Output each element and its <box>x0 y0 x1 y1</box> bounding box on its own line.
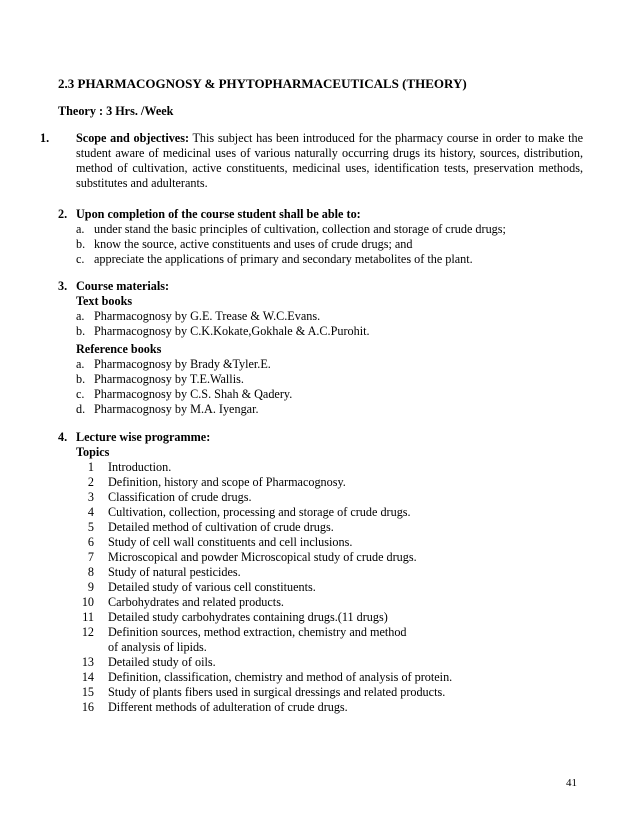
topic-text: Carbohydrates and related products. <box>108 595 284 609</box>
section-heading-row <box>58 207 583 222</box>
section-heading: Scope and objectives: <box>76 131 190 145</box>
section-number: 1. <box>40 131 50 145</box>
topic-row <box>76 610 583 625</box>
list-marker: b. <box>76 372 86 386</box>
list-item-text: under stand the basic principles of cultivation, collection and storage of crude drugs; <box>94 222 506 236</box>
list-marker: b. <box>76 237 86 251</box>
topic-number: 7 <box>87 550 94 564</box>
topic-row <box>76 505 583 520</box>
topic-text: Introduction. <box>108 460 172 474</box>
reference-book-item <box>58 387 583 402</box>
page-number: 41 <box>566 777 577 789</box>
page-title: 2.3 PHARMACOGNOSY & PHYTOPHARMACEUTICALS (THEORY) <box>58 76 467 91</box>
list-item-text: Pharmacognosy by M.A. Iyengar. <box>94 402 259 416</box>
section-outcomes <box>58 207 583 267</box>
topic-text: Microscopical and powder Microscopical study of crude drugs. <box>108 550 417 564</box>
topic-number: 1 <box>87 460 94 474</box>
topic-number: 13 <box>81 655 94 669</box>
list-item-text: Pharmacognosy by C.K.Kokate,Gokhale & A.C.Purohit. <box>94 324 370 338</box>
list-item-text: Pharmacognosy by Brady &Tyler.E. <box>94 357 271 371</box>
topic-number: 2 <box>87 475 94 489</box>
theory-hours: Theory : 3 Hrs. /Week <box>58 104 174 118</box>
topic-text: Classification of crude drugs. <box>108 490 252 504</box>
topic-text: Study of cell wall constituents and cell inclusions. <box>108 535 353 549</box>
outcome-item <box>58 252 583 267</box>
topics-heading: Topics <box>76 445 110 459</box>
section-scope <box>40 131 583 191</box>
section-number: 4. <box>58 430 68 444</box>
reference-books-list <box>58 357 583 417</box>
topic-row <box>76 535 583 550</box>
list-marker: c. <box>76 387 85 401</box>
section-heading: Course materials: <box>76 279 170 293</box>
scope-paragraph <box>40 131 583 191</box>
outcome-item <box>58 222 583 237</box>
topic-number: 8 <box>87 565 94 579</box>
topic-number: 16 <box>81 700 94 714</box>
reference-books-heading: Reference books <box>76 342 162 356</box>
topic-row <box>76 670 583 685</box>
topic-number: 12 <box>81 625 94 639</box>
section-heading: Upon completion of the course student shall be able to: <box>76 207 361 221</box>
list-item-text: know the source, active constituents and uses of crude drugs; and <box>94 237 413 251</box>
section-heading-row <box>58 430 583 445</box>
section-course-materials <box>58 279 583 417</box>
list-marker: a. <box>76 309 85 323</box>
topic-text: Detailed method of cultivation of crude drugs. <box>108 520 334 534</box>
topic-row <box>76 595 583 610</box>
section-heading-row <box>58 279 583 294</box>
topic-number: 3 <box>87 490 94 504</box>
topic-number: 14 <box>81 670 94 684</box>
topic-row <box>76 520 583 535</box>
reference-book-item <box>58 402 583 417</box>
topic-text: Study of natural pesticides. <box>108 565 241 579</box>
textbooks-list <box>58 309 583 339</box>
scope-text: This subject has been introduced for the pharmacy course in order to make the student aware of medicinal uses of various naturally occurring drugs its history, sources, distribution, method of cultivation, active constituents, medicinal uses, identification tests, preservation methods, substitutes and adulterants. <box>76 131 583 190</box>
list-marker: d. <box>76 402 86 416</box>
topic-number: 15 <box>81 685 94 699</box>
section-lecture-programme <box>58 430 583 715</box>
topic-text: Different methods of adulteration of crude drugs. <box>108 700 348 714</box>
topic-number: 10 <box>81 595 94 609</box>
textbook-item <box>58 309 583 324</box>
topic-row <box>76 655 583 670</box>
textbooks-heading: Text books <box>76 294 133 308</box>
topic-text: Study of plants fibers used in surgical dressings and related products. <box>108 685 446 699</box>
topic-text: Definition, history and scope of Pharmacognosy. <box>108 475 346 489</box>
topic-row <box>76 625 583 655</box>
topic-number: 9 <box>87 580 94 594</box>
outcome-item <box>58 237 583 252</box>
list-item-text: Pharmacognosy by G.E. Trease & W.C.Evans. <box>94 309 321 323</box>
topic-row <box>76 460 583 475</box>
topic-text: Definition, classification, chemistry and method of analysis of protein. <box>108 670 453 684</box>
topic-row <box>76 565 583 580</box>
outcomes-list <box>58 222 583 267</box>
topic-row <box>76 475 583 490</box>
topic-row <box>76 580 583 595</box>
topics-list <box>76 460 583 715</box>
reference-book-item <box>58 357 583 372</box>
section-heading: Lecture wise programme: <box>76 430 211 444</box>
topic-text-continued: of analysis of lipids. <box>108 640 207 654</box>
list-item-text: appreciate the applications of primary and secondary metabolites of the plant. <box>94 252 473 266</box>
list-marker: a. <box>76 357 85 371</box>
topic-number: 5 <box>87 520 94 534</box>
textbook-item <box>58 324 583 339</box>
reference-book-item <box>58 372 583 387</box>
list-marker: b. <box>76 324 86 338</box>
topic-text: Detailed study of various cell constituents. <box>108 580 316 594</box>
topic-number: 11 <box>82 610 94 624</box>
list-item-text: Pharmacognosy by C.S. Shah & Qadery. <box>94 387 293 401</box>
topic-number: 4 <box>87 505 94 519</box>
topic-row <box>76 490 583 505</box>
topic-text: Detailed study of oils. <box>108 655 216 669</box>
topic-row <box>76 685 583 700</box>
list-item-text: Pharmacognosy by T.E.Wallis. <box>94 372 244 386</box>
topic-number: 6 <box>87 535 94 549</box>
section-number: 2. <box>58 207 68 221</box>
section-number: 3. <box>58 279 68 293</box>
list-marker: c. <box>76 252 85 266</box>
topic-text: Definition sources, method extraction, chemistry and method <box>108 625 407 639</box>
topic-row <box>76 550 583 565</box>
topic-text: Detailed study carbohydrates containing drugs.(11 drugs) <box>108 610 388 624</box>
list-marker: a. <box>76 222 85 236</box>
topic-row <box>76 700 583 715</box>
topic-text: Cultivation, collection, processing and storage of crude drugs. <box>108 505 411 519</box>
